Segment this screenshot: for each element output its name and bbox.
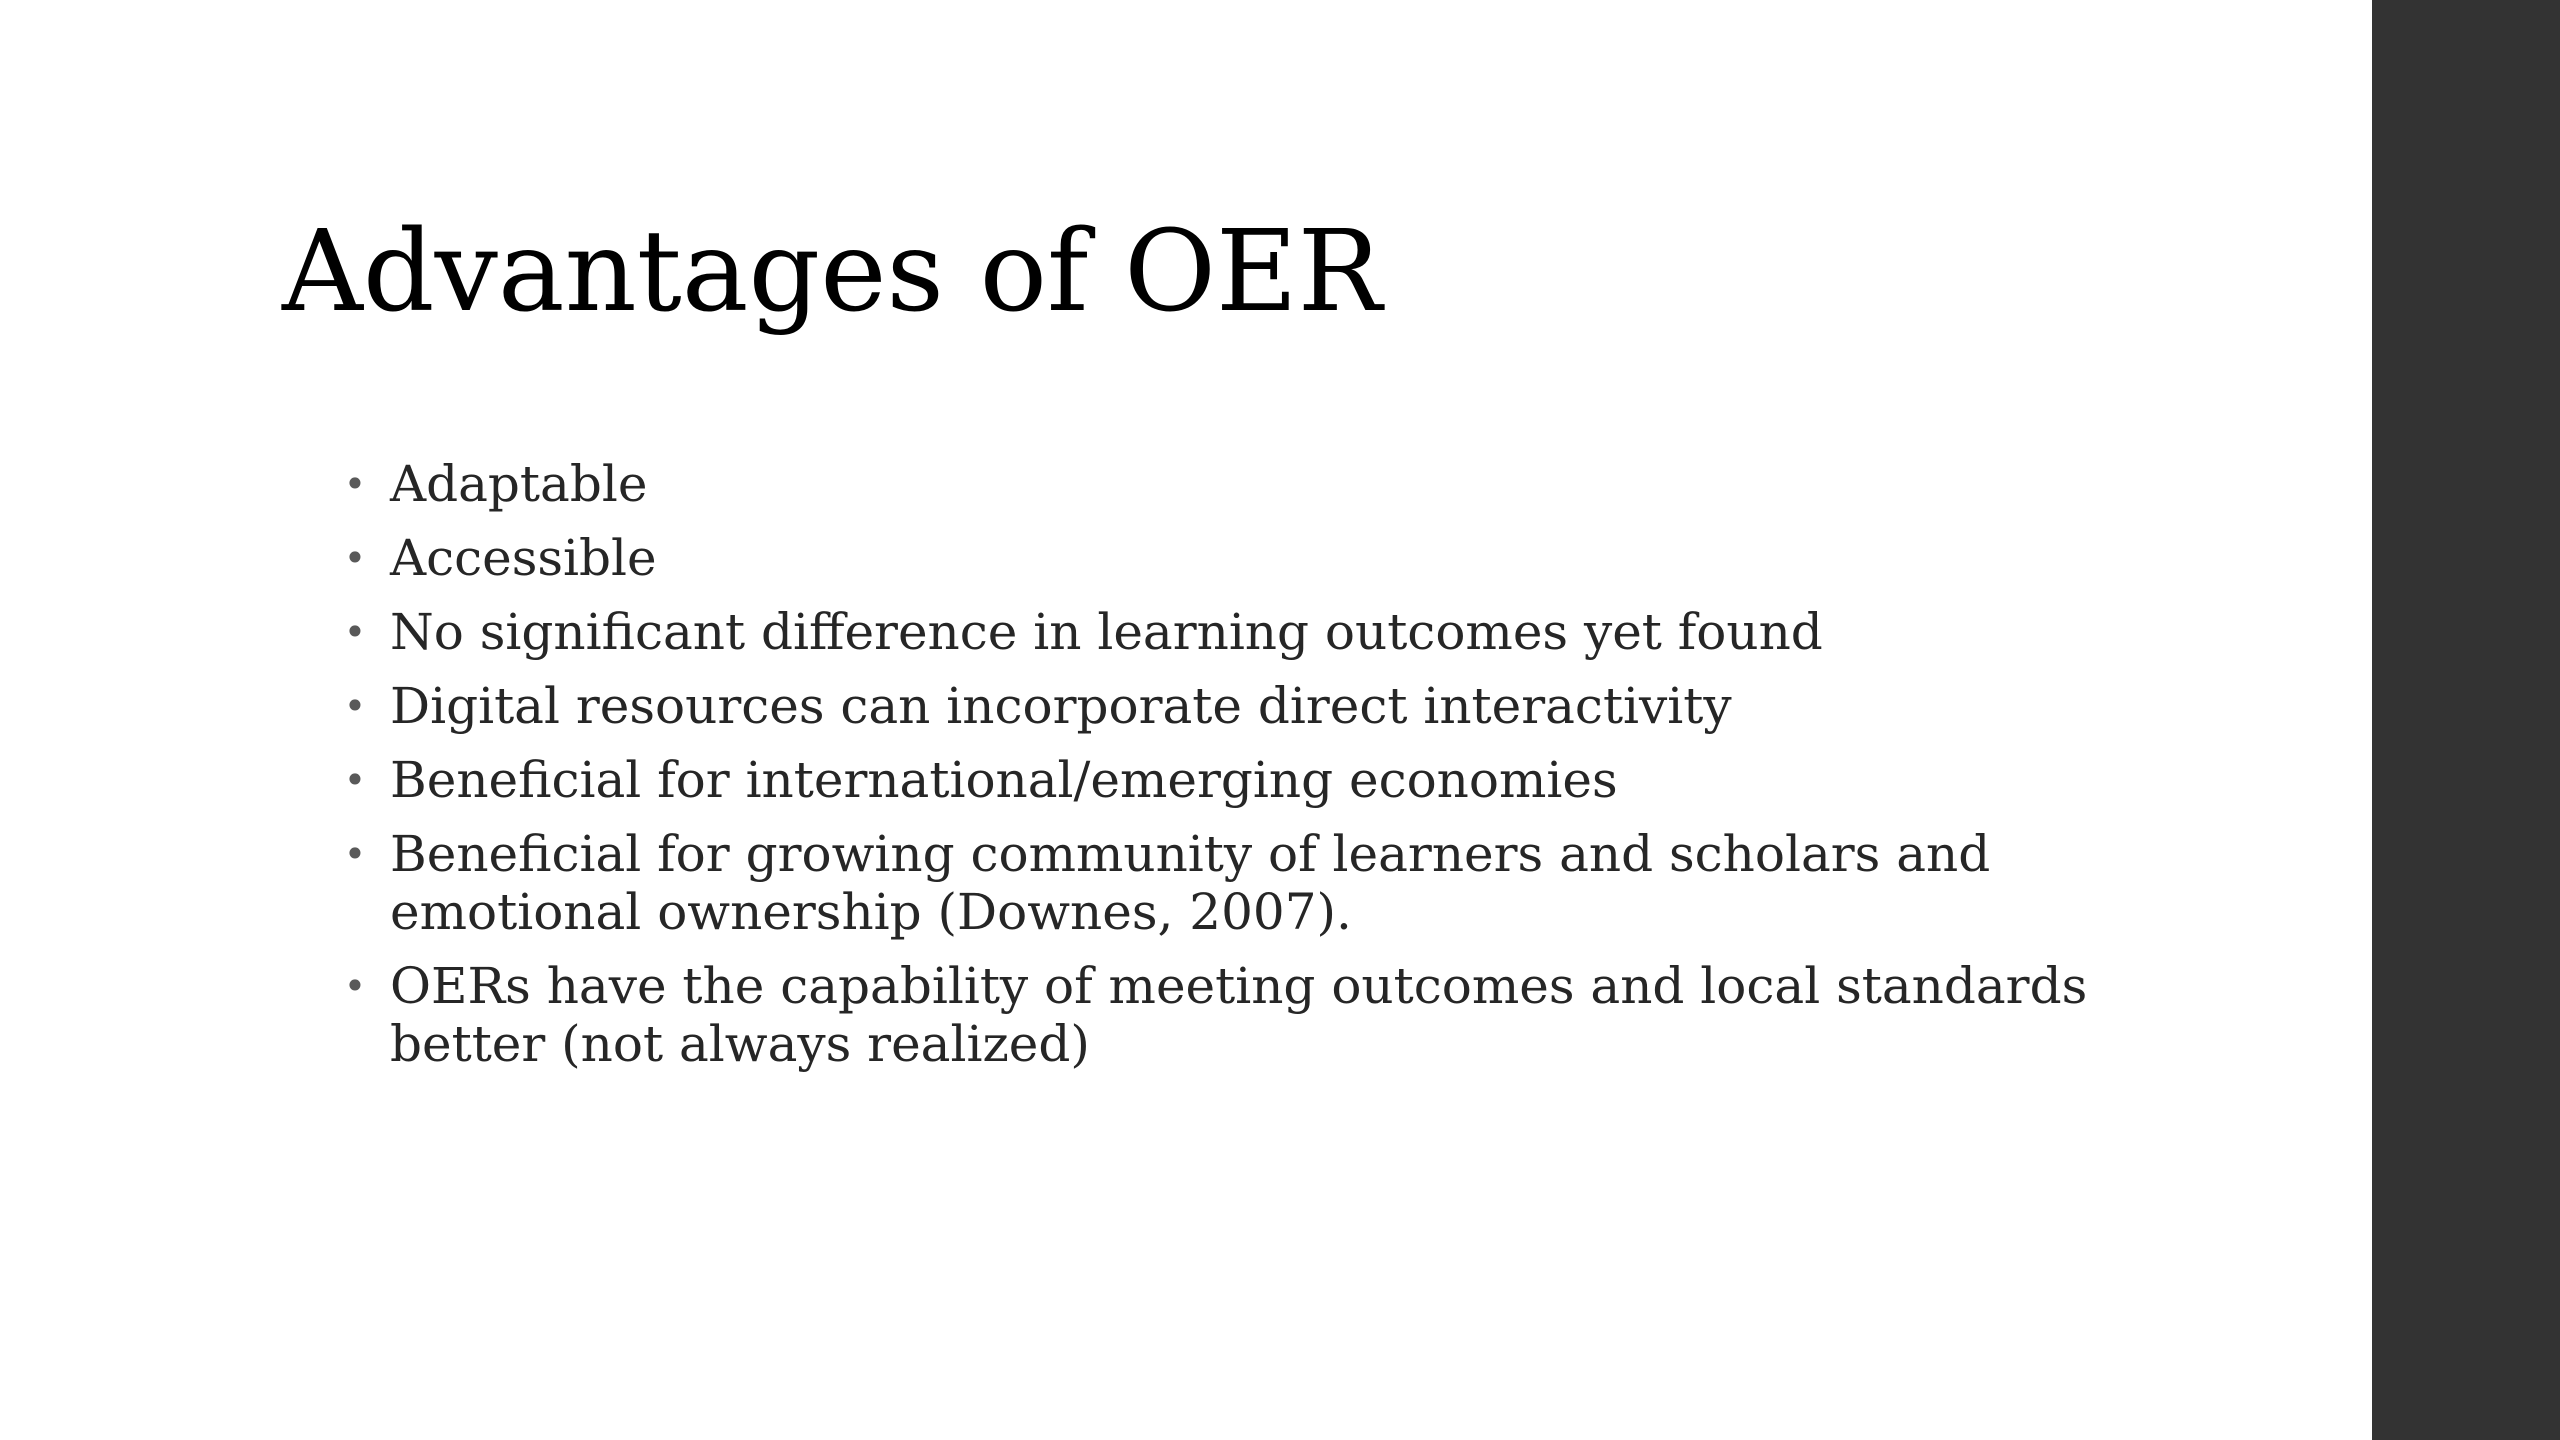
bullet-dot-icon: • [343,758,367,802]
bullet-text: No significant difference in learning outcomes yet found [390,603,1823,661]
bullet-text: Digital resources can incorporate direct interactivity [390,677,1732,735]
slide-title: Advantages of OER [282,207,1382,337]
bullet-text: Accessible [390,529,657,587]
bullet-dot-icon: • [343,964,367,1008]
bullet-dot-icon: • [343,462,367,506]
side-bar [2372,0,2560,1440]
bullet-item [330,603,2130,661]
bullet-text: OERs have the capability of meeting outcomes and local standards better (not always realized) [390,957,2088,1073]
bullet-item [330,751,2130,809]
bullet-dot-icon: • [343,610,367,654]
bullet-item [330,825,2130,941]
bullet-text: Beneficial for international/emerging economies [390,751,1618,809]
bullet-dot-icon: • [343,832,367,876]
bullet-item [330,957,2130,1073]
bullet-list [330,455,2130,1089]
bullet-item [330,455,2130,513]
bullet-dot-icon: • [343,684,367,728]
bullet-text: Beneficial for growing community of learners and scholars and emotional ownership (Downes, 2007). [390,825,1991,941]
bullet-item [330,529,2130,587]
bullet-dot-icon: • [343,536,367,580]
bullet-text: Adaptable [390,455,648,513]
bullet-item [330,677,2130,735]
